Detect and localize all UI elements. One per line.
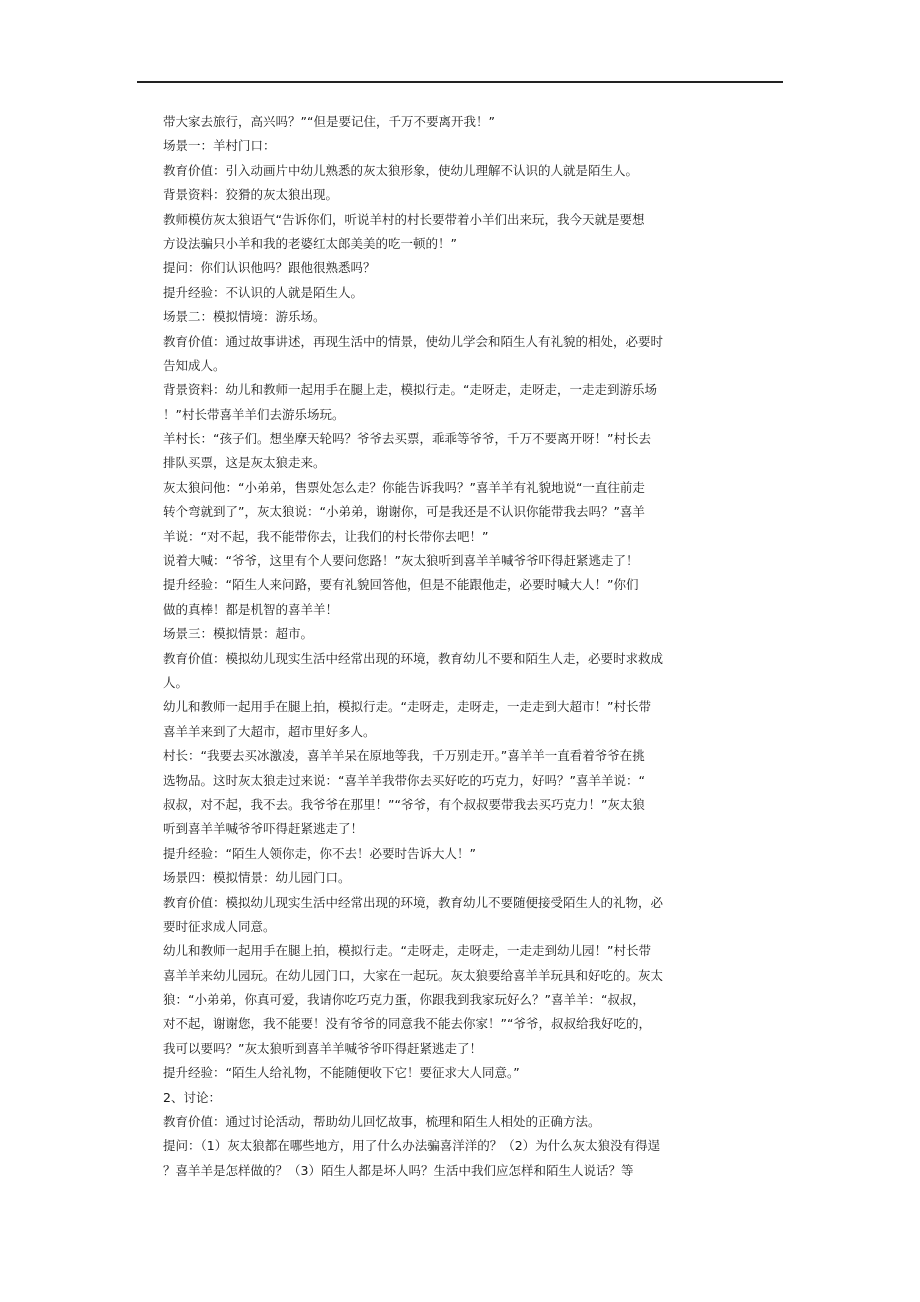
text-line: ？喜羊羊是怎样做的？（3）陌生人都是坏人吗？生活中我们应怎样和陌生人说话？等 bbox=[163, 1162, 634, 1178]
text-line: 教育价值：模拟幼儿现实生活中经常出现的环境，教育幼儿不要和陌生人走，必要时求救成 bbox=[163, 650, 664, 666]
text-line: 幼儿和教师一起用手在腿上拍，模拟行走。“走呀走，走呀走，一走走到大超市！”村长带 bbox=[163, 699, 651, 715]
text-line: 幼儿和教师一起用手在腿上拍，模拟行走。“走呀走，走呀走，一走走到幼儿园！”村长带 bbox=[163, 943, 651, 959]
text-line: 村长：“我要去买冰激凌，喜羊羊呆在原地等我，千万别走开。”喜羊羊一直看着爷爷在挑 bbox=[163, 748, 645, 764]
text-line: 喜羊羊来幼儿园玩。在幼儿园门口，大家在一起玩。灰太狼要给喜羊羊玩具和好吃的。灰太 bbox=[163, 967, 664, 983]
text-line: 教育价值：模拟幼儿现实生活中经常出现的环境，教育幼儿不要随便接受陌生人的礼物，必 bbox=[163, 894, 664, 910]
text-line: 提升经验：不认识的人就是陌生人。 bbox=[163, 284, 364, 300]
text-line: 叔叔，对不起，我不去。我爷爷在那里！”“爷爷，有个叔叔要带我去买巧克力！”灰太狼 bbox=[163, 796, 645, 812]
text-line: 喜羊羊来到了大超市，超市里好多人。 bbox=[163, 723, 376, 739]
text-line: 场景二：模拟情境：游乐场。 bbox=[163, 309, 326, 325]
document-body bbox=[163, 110, 668, 1183]
text-line: 说着大喊：“爷爷，这里有个人要问您路！”灰太狼听到喜羊羊喊爷爷吓得赶紧逃走了！ bbox=[163, 553, 639, 569]
text-line: 灰太狼问他：“小弟弟，售票处怎么走？你能告诉我吗？”喜羊羊有礼貌地说“一直往前走 bbox=[163, 479, 645, 495]
text-line: 羊村长：“孩子们。想坐摩天轮吗？爷爷去买票，乖乖等爷爷，千万不要离开呀！”村长去 bbox=[163, 431, 651, 447]
text-line: 提升经验：“陌生人给礼物，不能随便收下它！要征求大人同意。” bbox=[163, 1065, 520, 1081]
text-line: 对不起，谢谢您，我不能要！没有爷爷的同意我不能去你家！”“爷爷，叔叔给我好吃的， bbox=[163, 1016, 651, 1032]
text-line: 教育价值：引入动画片中幼儿熟悉的灰太狼形象，使幼儿理解不认识的人就是陌生人。 bbox=[163, 162, 639, 178]
text-line: 带大家去旅行，高兴吗？”“但是要记住，千万不要离开我！” bbox=[163, 114, 495, 129]
text-line: 提问：你们认识他吗？跟他很熟悉吗？ bbox=[163, 260, 376, 276]
text-line: 转个弯就到了”，灰太狼说：“小弟弟，谢谢你，可是我还是不认识你能带我去吗？”喜羊 bbox=[163, 504, 645, 520]
text-line: 教育价值：通过故事讲述，再现生活中的情景，使幼儿学会和陌生人有礼貌的相处，必要时 bbox=[163, 333, 664, 349]
text-line: 场景四：模拟情景：幼儿园门口。 bbox=[163, 870, 351, 886]
text-line: 场景三：模拟情景：超市。 bbox=[163, 626, 314, 642]
header-rule bbox=[137, 81, 783, 83]
text-line: 我可以要吗？”灰太狼听到喜羊羊喊爷爷吓得赶紧逃走了！ bbox=[163, 1040, 482, 1056]
text-line: 2、讨论： bbox=[163, 1089, 221, 1105]
text-line: 方设法骗只小羊和我的老婆红太郎美美的吃一顿的！” bbox=[163, 235, 457, 251]
text-line: ！”村长带喜羊羊们去游乐场玩。 bbox=[163, 406, 345, 422]
text-line: 教师模仿灰太狼语气“告诉你们，听说羊村的村长要带着小羊们出来玩，我今天就是要想 bbox=[163, 211, 645, 227]
text-line: 做的真棒！都是机智的喜羊羊！ bbox=[163, 601, 339, 617]
text-line: 提问：（1）灰太狼都在哪些地方，用了什么办法骗喜洋洋的？（2）为什么灰太狼没有得逞 bbox=[163, 1138, 661, 1154]
text-line: 教育价值：通过讨论活动，帮助幼儿回忆故事，梳理和陌生人相处的正确方法。 bbox=[163, 1114, 601, 1130]
text-line: 排队买票，这是灰太狼走来。 bbox=[163, 455, 326, 471]
text-line: 场景一：羊村门口： bbox=[163, 138, 276, 154]
text-line: 背景资料：狡猾的灰太狼出现。 bbox=[163, 187, 339, 203]
text-line: 背景资料：幼儿和教师一起用手在腿上走，模拟行走。“走呀走，走呀走，一走走到游乐场 bbox=[163, 382, 657, 398]
text-line: 羊说：“对不起，我不能带你去，让我们的村长带你去吧！” bbox=[163, 528, 489, 544]
text-line: 选物品。这时灰太狼走过来说：“喜羊羊我带你去买好吃的巧克力，好吗？”喜羊羊说：“ bbox=[163, 772, 645, 788]
text-line: 狼：“小弟弟，你真可爱，我请你吃巧克力蛋，你跟我到我家玩好么？”喜羊羊：“叔叔， bbox=[163, 992, 645, 1008]
text-line: 告知成人。 bbox=[163, 357, 226, 373]
text-line: 人。 bbox=[163, 674, 189, 690]
text-line: 听到喜羊羊喊爷爷吓得赶紧逃走了！ bbox=[163, 821, 364, 837]
text-line: 提升经验：“陌生人来问路，要有礼貌回答他，但是不能跟他走，必要时喊大人！”你们 bbox=[163, 577, 639, 593]
text-line: 要时征求成人同意。 bbox=[163, 918, 276, 934]
text-line: 提升经验：“陌生人领你走，你不去！必要时告诉大人！” bbox=[163, 845, 476, 861]
